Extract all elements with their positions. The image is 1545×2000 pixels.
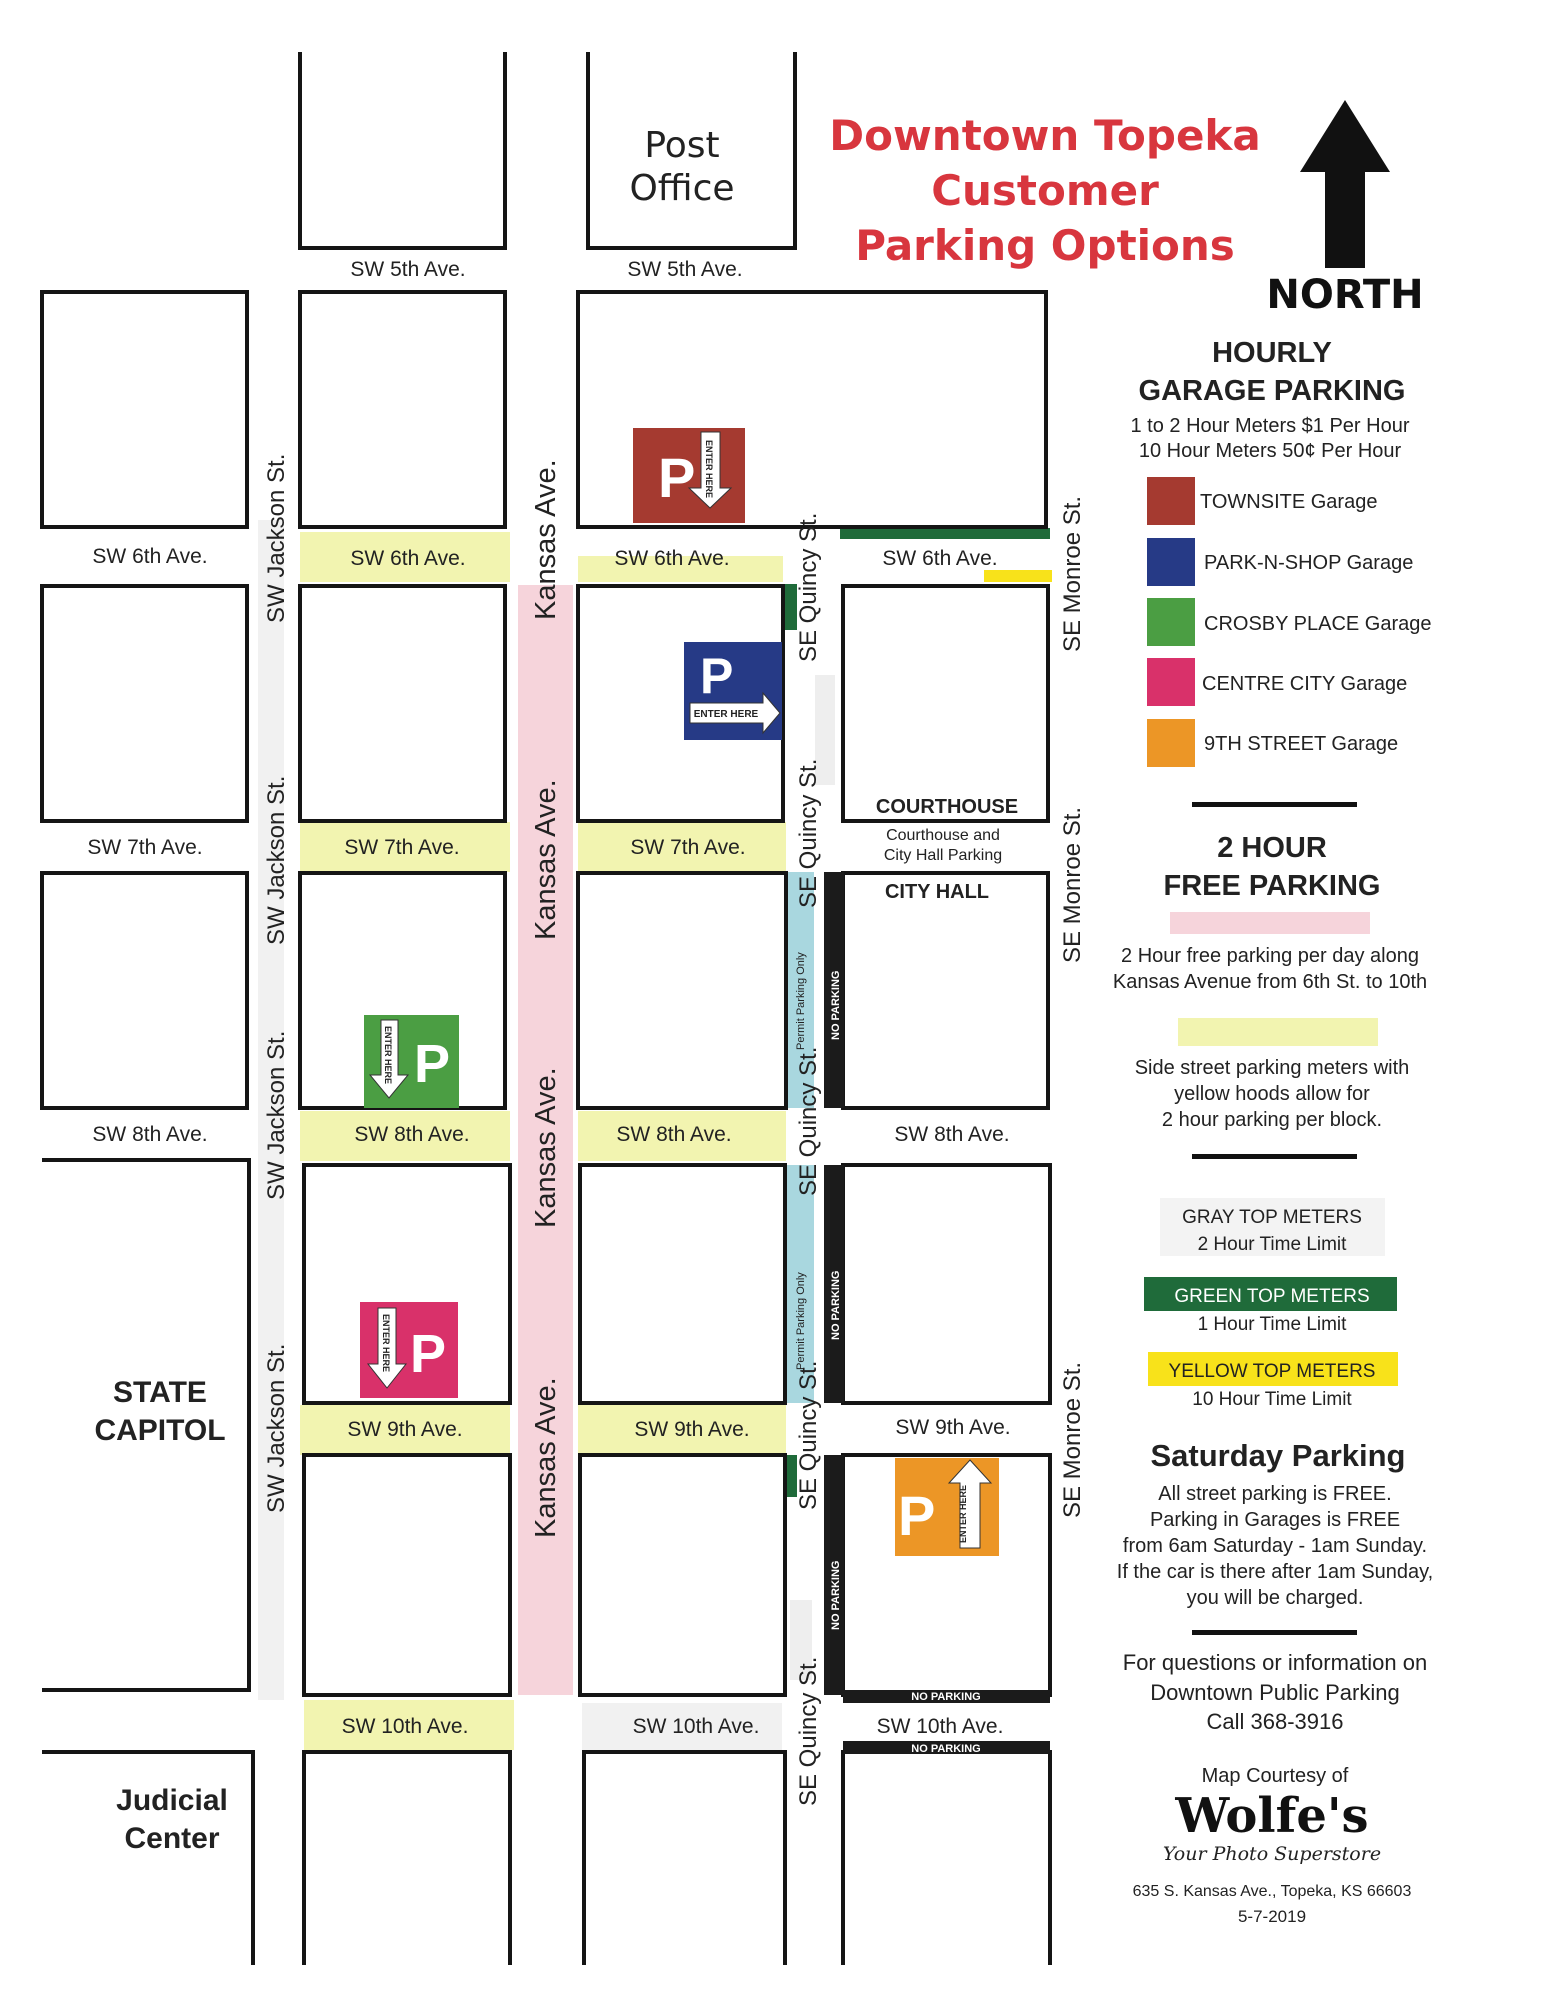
state-capitol-label-1: STATE [113, 1376, 207, 1409]
block-a2 [42, 586, 247, 821]
legend-saturday-title: Saturday Parking [1150, 1438, 1406, 1473]
legend-gray-1: GRAY TOP METERS [1182, 1207, 1362, 1228]
street-jackson-4: SW Jackson St. [263, 1343, 290, 1513]
block-d6 [843, 1752, 1050, 1965]
block-b5 [304, 1455, 510, 1695]
legend-divider-1 [1192, 802, 1357, 807]
street-sw7-c: SW 7th Ave. [630, 836, 746, 859]
crosby-p-label: P [414, 1034, 451, 1094]
no-parking-label-3: NO PARKING [830, 1560, 842, 1630]
street-sw6-c: SW 6th Ave. [614, 547, 730, 570]
ninth-street-enter-label: ENTER HERE [958, 1484, 968, 1543]
block-b1 [300, 292, 505, 527]
street-quincy-4: SE Quincy St. [795, 1360, 822, 1510]
block-d4 [843, 1165, 1050, 1403]
title-line-2: Customer [931, 166, 1159, 215]
street-sw7-b: SW 7th Ave. [344, 836, 460, 859]
judicial-center-label-2: Center [124, 1822, 220, 1855]
park-n-shop-garage-sign [684, 642, 782, 740]
block-c4 [580, 1165, 785, 1403]
street-sw10-b: SW 10th Ave. [341, 1715, 469, 1738]
street-sw6-b: SW 6th Ave. [350, 547, 466, 570]
green-meter-5th-6th [840, 528, 1050, 539]
street-sw10-c: SW 10th Ave. [632, 1715, 760, 1738]
street-sw6-d: SW 6th Ave. [882, 547, 998, 570]
legend [1113, 337, 1433, 1926]
legend-rate-1: 1 to 2 Hour Meters $1 Per Hour [1130, 415, 1410, 437]
street-monroe-2: SE Monroe St. [1059, 806, 1086, 963]
garage-centre-city-label: CENTRE CITY Garage [1202, 673, 1408, 695]
legend-saturday-5: you will be charged. [1186, 1587, 1364, 1609]
legend-questions-2: Downtown Public Parking [1150, 1680, 1400, 1705]
courthouse-sub-2: City Hall Parking [883, 847, 1003, 864]
townsite-garage-sign [633, 428, 745, 523]
legend-free-title-1: 2 HOUR [1217, 832, 1327, 864]
centre-city-enter-label: ENTER HERE [381, 1314, 391, 1373]
street-sw8-a: SW 8th Ave. [92, 1123, 208, 1146]
permit-label-1: Permit Parking Only [795, 952, 807, 1050]
legend-garage-crosby [1147, 598, 1432, 646]
street-kansas-2: Kansas Ave. [530, 779, 562, 940]
swatch-meter-yellow [1178, 1018, 1378, 1046]
wolfes-logo: Wolfe's [1175, 1788, 1369, 1844]
courthouse-sub-1: Courthouse and [886, 827, 1000, 844]
legend-saturday-3: from 6am Saturday - 1am Sunday. [1122, 1535, 1428, 1557]
legend-meter-desc-1: Side street parking meters with [1134, 1057, 1410, 1079]
centre-city-p-label: P [410, 1324, 447, 1384]
centre-city-garage-sign [360, 1302, 458, 1398]
legend-yellow-2: 10 Hour Time Limit [1192, 1389, 1352, 1410]
street-kansas-1: Kansas Ave. [530, 459, 562, 620]
street-sw8-c: SW 8th Ave. [616, 1123, 732, 1146]
legend-courtesy: Map Courtesy of [1201, 1765, 1349, 1787]
street-quincy-5: SE Quincy St. [795, 1656, 822, 1806]
garage-ninth-label: 9TH STREET Garage [1204, 733, 1399, 755]
courthouse-label: COURTHOUSE [875, 796, 1019, 818]
legend-garage-centre-city [1147, 658, 1407, 706]
no-parking-label-5: NO PARKING [911, 1743, 981, 1755]
street-sw5-west: SW 5th Ave. [350, 258, 466, 281]
yellow-meter-monroe-6th [984, 570, 1052, 582]
no-parking-label-1: NO PARKING [830, 970, 842, 1040]
garage-park-n-shop-label: PARK-N-SHOP Garage [1204, 552, 1414, 574]
street-monroe-1: SE Monroe St. [1059, 495, 1086, 652]
north-label: NORTH [1266, 272, 1424, 318]
city-hall-label: CITY HALL [884, 881, 990, 903]
legend-date: 5-7-2019 [1237, 1907, 1307, 1926]
street-jackson-1: SW Jackson St. [263, 453, 290, 623]
legend-questions-1: For questions or information on [1122, 1650, 1428, 1675]
block-c5 [580, 1455, 785, 1695]
legend-garage-townsite [1147, 477, 1377, 525]
state-capitol-label-2: CAPITOL [94, 1414, 226, 1447]
legend-garage-ninth [1147, 719, 1398, 767]
map-title [829, 111, 1260, 270]
block-c3 [578, 873, 786, 1108]
ninth-street-p-label: P [898, 1484, 936, 1547]
legend-free-title-2: FREE PARKING [1163, 870, 1381, 902]
wolfes-logo-tagline: Your Photo Superstore [1162, 1843, 1382, 1865]
street-kansas-3: Kansas Ave. [530, 1067, 562, 1228]
legend-saturday-2: Parking in Garages is FREE [1149, 1509, 1401, 1531]
street-quincy-2: SE Quincy St. [795, 758, 822, 908]
title-line-3: Parking Options [855, 221, 1235, 270]
swatch-park-n-shop [1147, 538, 1195, 586]
street-sw7-a: SW 7th Ave. [87, 836, 203, 859]
no-parking-label-4: NO PARKING [911, 1691, 981, 1703]
legend-hourly-title-2: GARAGE PARKING [1138, 375, 1406, 407]
street-sw5-east: SW 5th Ave. [627, 258, 743, 281]
garage-crosby-label: CROSBY PLACE Garage [1204, 613, 1432, 635]
no-parking-label-2: NO PARKING [830, 1270, 842, 1340]
judicial-center-label-1: Judicial [116, 1784, 228, 1817]
street-sw9-b: SW 9th Ave. [347, 1418, 463, 1441]
swatch-centre-city [1147, 658, 1195, 706]
block-north-west [300, 52, 505, 248]
block-b6 [304, 1752, 510, 1965]
street-kansas-4: Kansas Ave. [530, 1377, 562, 1538]
legend-garage-park-n-shop [1147, 538, 1413, 586]
legend-hourly-title-1: HOURLY [1212, 337, 1332, 369]
swatch-crosby [1147, 598, 1195, 646]
north-arrow-icon [1300, 100, 1390, 268]
block-city-hall [843, 873, 1048, 1108]
no-parking-strips [795, 872, 1050, 1755]
street-quincy-1: SE Quincy St. [795, 512, 822, 662]
legend-gray-2: 2 Hour Time Limit [1197, 1234, 1347, 1255]
street-sw9-d: SW 9th Ave. [895, 1416, 1011, 1439]
crosby-place-garage-sign [364, 1015, 459, 1108]
post-office-label-2: Office [629, 168, 735, 209]
townsite-enter-label: ENTER HERE [704, 440, 714, 499]
street-sw9-c: SW 9th Ave. [634, 1418, 750, 1441]
street-monroe-3: SE Monroe St. [1059, 1361, 1086, 1518]
legend-meter-desc-2: yellow hoods allow for [1174, 1083, 1370, 1105]
street-sw6-a: SW 6th Ave. [92, 545, 208, 568]
legend-meter-desc-3: 2 hour parking per block. [1161, 1109, 1383, 1131]
park-n-shop-enter-label: ENTER HERE [693, 709, 759, 720]
permit-label-2: Permit Parking Only [795, 1272, 807, 1370]
park-n-shop-p-label: P [700, 648, 734, 704]
legend-saturday-1: All street parking is FREE. [1158, 1483, 1392, 1505]
street-jackson-3: SW Jackson St. [263, 1030, 290, 1200]
street-sw8-b: SW 8th Ave. [354, 1123, 470, 1146]
post-office-label-1: Post [644, 125, 720, 166]
legend-free-desc-1: 2 Hour free parking per day along [1121, 945, 1419, 967]
legend-rate-2: 10 Hour Meters 50¢ Per Hour [1138, 440, 1402, 462]
legend-questions-3: Call 368-3916 [1206, 1709, 1344, 1734]
legend-saturday-4: If the car is there after 1am Sunday, [1116, 1561, 1434, 1583]
legend-green-2: 1 Hour Time Limit [1197, 1314, 1347, 1335]
block-b2 [300, 586, 505, 821]
crosby-enter-label: ENTER HERE [383, 1026, 393, 1085]
legend-yellow-1: YELLOW TOP METERS [1168, 1361, 1376, 1382]
swatch-townsite [1147, 477, 1195, 525]
street-sw8-d: SW 8th Ave. [894, 1123, 1010, 1146]
street-sw10-d: SW 10th Ave. [876, 1715, 1004, 1738]
block-a3 [42, 873, 247, 1108]
legend-address: 635 S. Kansas Ave., Topeka, KS 66603 [1132, 1883, 1412, 1900]
legend-free-desc-2: Kansas Avenue from 6th St. to 10th [1112, 971, 1428, 993]
legend-divider-2 [1192, 1154, 1357, 1159]
title-line-1: Downtown Topeka [829, 111, 1261, 160]
street-quincy-3: SE Quincy St. [795, 1046, 822, 1196]
block-a1 [42, 292, 247, 527]
block-courthouse [843, 586, 1048, 821]
legend-divider-3 [1192, 1630, 1357, 1635]
street-jackson-2: SW Jackson St. [263, 775, 290, 945]
legend-green-1: GREEN TOP METERS [1174, 1286, 1370, 1307]
swatch-free-pink [1170, 912, 1370, 934]
ninth-street-garage-sign [895, 1458, 999, 1556]
swatch-ninth [1147, 719, 1195, 767]
block-c6 [584, 1752, 785, 1965]
townsite-p-label: P [658, 446, 696, 509]
garage-townsite-label: TOWNSITE Garage [1200, 491, 1378, 513]
